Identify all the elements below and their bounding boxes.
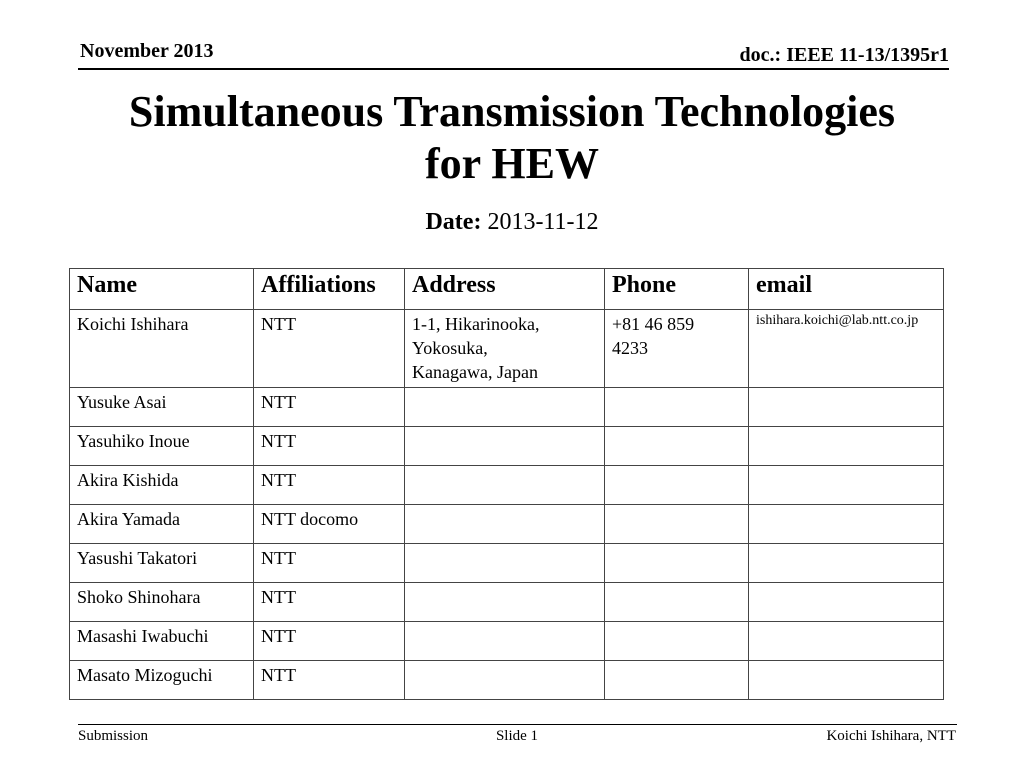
cell-name: Masashi Iwabuchi (70, 622, 254, 661)
footer-submission: Submission (78, 728, 149, 744)
cell-name: Yusuke Asai (70, 388, 254, 427)
cell-phone (605, 544, 749, 583)
document-id: doc.: IEEE 11-13/1395r1 (739, 44, 949, 66)
table-row (70, 466, 944, 505)
cell-phone (605, 466, 749, 505)
column-header-phone: Phone (605, 269, 749, 310)
cell-phone (605, 583, 749, 622)
table-header-row (70, 269, 944, 310)
cell-address (405, 388, 605, 427)
authors-table (69, 268, 944, 700)
phone-line: 4233 (612, 338, 648, 358)
table-row (70, 544, 944, 583)
footer-divider (78, 724, 957, 725)
date-label: Date: (425, 209, 482, 235)
cell-email (749, 583, 944, 622)
cell-phone (605, 310, 749, 388)
cell-email (749, 544, 944, 583)
table-row (70, 661, 944, 700)
cell-email (749, 622, 944, 661)
cell-phone (605, 622, 749, 661)
table-row (70, 427, 944, 466)
table-row (70, 505, 944, 544)
column-header-email: email (749, 269, 944, 310)
cell-affiliation: NTT (254, 583, 405, 622)
cell-name: Koichi Ishihara (70, 310, 254, 388)
address-line: Yokosuka, (412, 338, 488, 358)
cell-phone (605, 427, 749, 466)
cell-name: Akira Yamada (70, 505, 254, 544)
cell-email (749, 466, 944, 505)
cell-phone (605, 505, 749, 544)
phone-line: +81 46 859 (612, 314, 695, 334)
cell-affiliation: NTT (254, 661, 405, 700)
cell-address (405, 622, 605, 661)
cell-address (405, 661, 605, 700)
address-line: Kanagawa, Japan (412, 362, 538, 382)
cell-address (405, 505, 605, 544)
footer-author: Koichi Ishihara, NTT (826, 728, 956, 744)
table-row (70, 310, 944, 388)
column-header-address: Address (405, 269, 605, 310)
header-divider (78, 68, 949, 70)
cell-address (405, 310, 605, 388)
cell-affiliation: NTT (254, 622, 405, 661)
footer-slide-number: Slide 1 (495, 728, 539, 744)
cell-name: Shoko Shinohara (70, 583, 254, 622)
column-header-affiliations: Affiliations (254, 269, 405, 310)
cell-affiliation: NTT (254, 544, 405, 583)
cell-address (405, 466, 605, 505)
cell-email (749, 661, 944, 700)
table-row (70, 388, 944, 427)
cell-phone (605, 388, 749, 427)
cell-email (749, 505, 944, 544)
cell-affiliation: NTT (254, 427, 405, 466)
cell-address (405, 544, 605, 583)
cell-name: Yasushi Takatori (70, 544, 254, 583)
date-value: 2013-11-12 (487, 209, 599, 235)
cell-affiliation: NTT (254, 388, 405, 427)
address-line: 1-1, Hikarinooka, (412, 314, 540, 334)
cell-address (405, 427, 605, 466)
cell-phone (605, 661, 749, 700)
table-row (70, 622, 944, 661)
cell-name: Masato Mizoguchi (70, 661, 254, 700)
column-header-name: Name (70, 269, 254, 310)
cell-email (749, 388, 944, 427)
header-date: November 2013 (80, 40, 214, 62)
cell-name: Akira Kishida (70, 466, 254, 505)
cell-affiliation: NTT (254, 466, 405, 505)
cell-address (405, 583, 605, 622)
table-row (70, 583, 944, 622)
title-line-2: for HEW (425, 139, 599, 188)
cell-affiliation: NTT (254, 310, 405, 388)
title-line-1: Simultaneous Transmission Technologies (128, 87, 896, 136)
cell-affiliation: NTT docomo (254, 505, 405, 544)
cell-email (749, 427, 944, 466)
date-line (0, 209, 1024, 236)
cell-email: ishihara.koichi@lab.ntt.co.jp (749, 310, 944, 388)
slide-title (60, 86, 964, 190)
cell-name: Yasuhiko Inoue (70, 427, 254, 466)
